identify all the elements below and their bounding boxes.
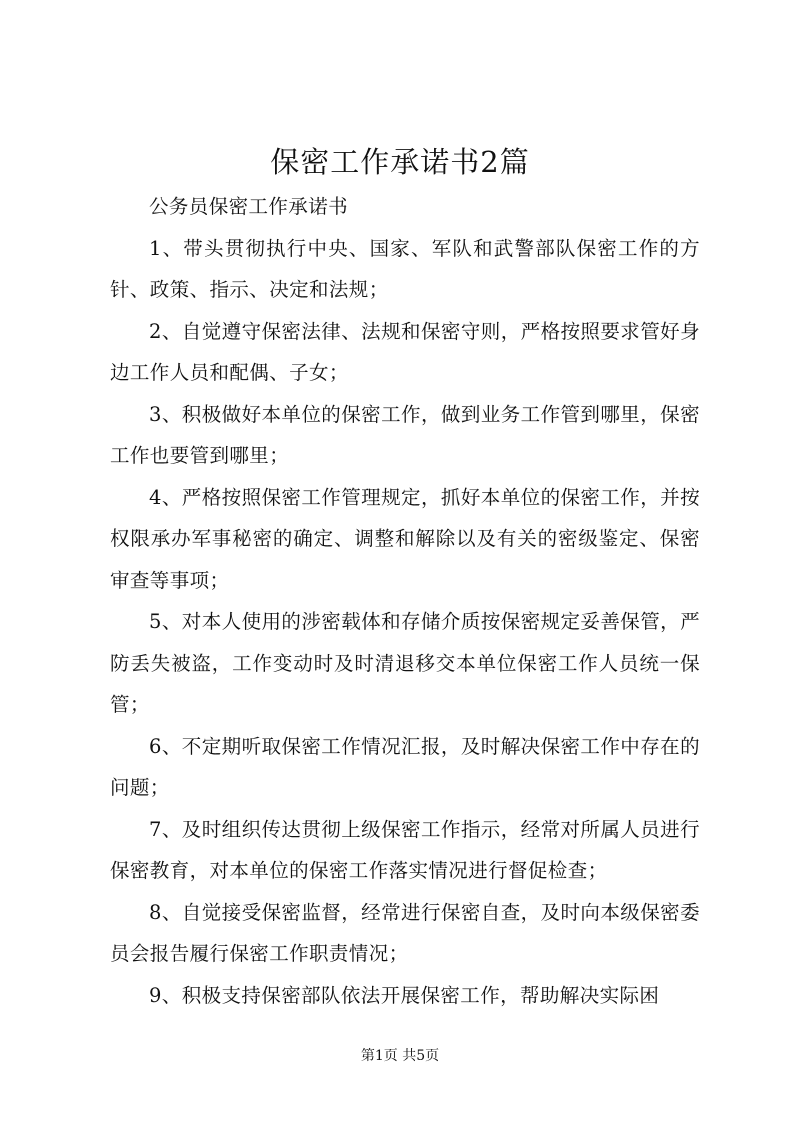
section-heading: 公务员保密工作承诺书 [149,195,349,218]
document-title: 保密工作承诺书2篇 [270,145,530,179]
paragraph-1: 1、带头贯彻执行中央、国家、军队和武警部队保密工作的方针、政策、指示、决定和法规； [110,236,700,301]
paragraph-9: 9、积极支持保密部队依法开展保密工作，帮助解决实际困 [149,983,660,1007]
paragraph-8: 8、自觉接受保密监督，经常进行保密自查，及时向本级保密委员会报告履行保密工作职责情况； [110,900,700,965]
paragraph-5: 5、对本人使用的涉密载体和存储介质按保密规定妥善保管，严防丢失被盗，工作变动时及时清退移交本单位保密工作人员统一保管； [110,610,700,716]
paragraph-3: 3、积极做好本单位的保密工作，做到业务工作管到哪里，保密工作也要管到哪里； [110,402,700,467]
paragraph-4: 4、严格按照保密工作管理规定，抓好本单位的保密工作，并按权限承办军事秘密的确定、调整和解除以及有关的密级鉴定、保密审查等事项； [110,485,700,592]
paragraph-6: 6、不定期听取保密工作情况汇报，及时解决保密工作中存在的问题； [110,734,700,799]
document-body [110,186,700,1016]
page-number-footer: 第1页 共5页 [360,1048,440,1064]
paragraph-2: 2、自觉遵守保密法律、法规和保密守则，严格按照要求管好身边工作人员和配偶、子女； [110,319,700,384]
paragraph-7: 7、及时组织传达贯彻上级保密工作指示，经常对所属人员进行保密教育，对本单位的保密工作落实情况进行督促检查； [110,817,700,882]
